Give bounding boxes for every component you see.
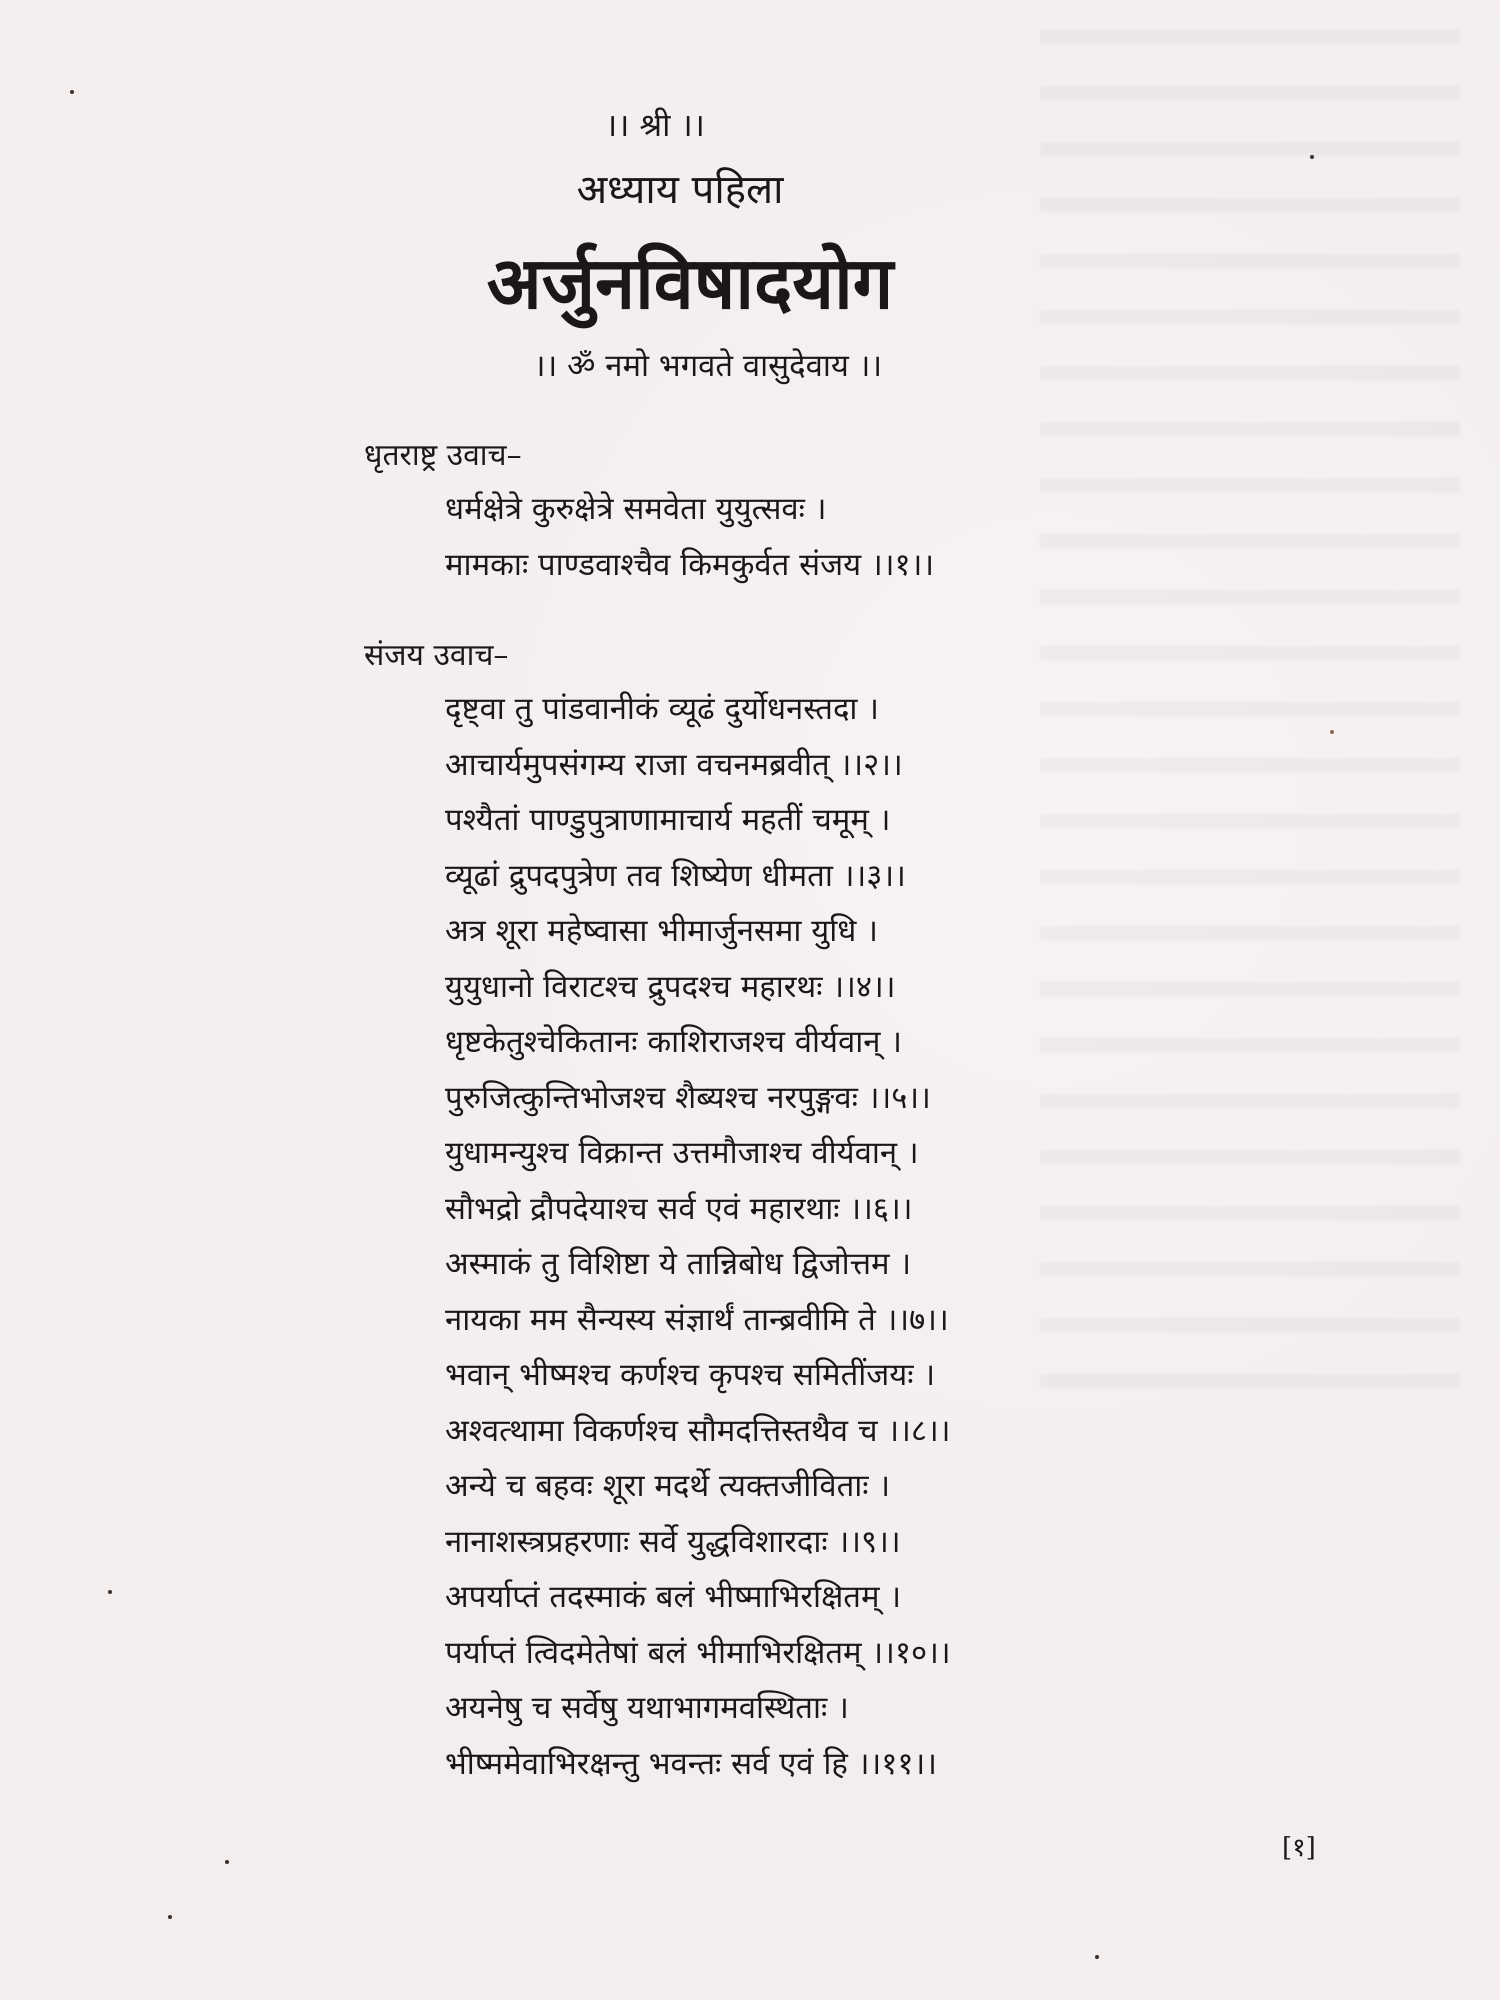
paper-speck bbox=[70, 90, 74, 94]
verse-line: भीष्ममेवाभिरक्षन्तु भवन्तः सर्व एवं हि ।।११।। bbox=[445, 1746, 937, 1782]
verse-line: अपर्याप्तं तदस्माकं बलं भीष्माभिरक्षितम् । bbox=[445, 1579, 902, 1615]
speaker-dhritarashtra: धृतराष्ट्र उवाच– bbox=[364, 438, 522, 473]
verse-line: अस्माकं तु विशिष्टा ये तान्निबोध द्विजोत्तम । bbox=[445, 1246, 912, 1282]
verse-line: पश्यैतां पाण्डुपुत्राणामाचार्य महतीं चमूम् । bbox=[445, 802, 891, 838]
paper-speck bbox=[1310, 155, 1314, 159]
verse-line: भवान् भीष्मश्च कर्णश्च कृपश्च समितींजयः । bbox=[445, 1357, 936, 1393]
verse-line: नानाशस्त्रप्रहरणाः सर्वे युद्धविशारदाः ।।९।। bbox=[445, 1524, 901, 1560]
paper-speck bbox=[108, 1590, 112, 1594]
speaker-sanjaya: संजय उवाच– bbox=[364, 638, 509, 673]
paper-speck bbox=[168, 1915, 172, 1919]
verse-line: पुरुजित्कुन्तिभोजश्च शैब्यश्च नरपुङ्गवः ।।५।। bbox=[445, 1080, 931, 1116]
page-number: [१] bbox=[1282, 1833, 1316, 1863]
verse-line: व्यूढां द्रुपदपुत्रेण तव शिष्येण धीमता ।।३।। bbox=[445, 858, 906, 894]
paper-speck bbox=[1330, 730, 1334, 734]
verse-line: नायका मम सैन्यस्य संज्ञार्थं तान्ब्रवीमि ते ।।७।। bbox=[445, 1302, 949, 1338]
verse-line: सौभद्रो द्रौपदेयाश्च सर्व एवं महारथाः ।।६।। bbox=[445, 1191, 913, 1227]
chapter-title: अर्जुनविषादयोग bbox=[486, 240, 894, 325]
verse-line: युधामन्युश्च विक्रान्त उत्तमौजाश्च वीर्यवान् । bbox=[445, 1135, 919, 1171]
verse-line: अन्ये च बहवः शूरा मदर्थे त्यक्तजीविताः । bbox=[445, 1468, 891, 1504]
chapter-number: अध्याय पहिला bbox=[576, 167, 784, 213]
invocation-line: ।। श्री ।। bbox=[605, 106, 705, 144]
verse-line: आचार्यमुपसंगम्य राजा वचनमब्रवीत् ।।२।। bbox=[445, 747, 903, 783]
verse-line: अश्वत्थामा विकर्णश्च सौमदत्तिस्तथैव च ।।८।। bbox=[445, 1413, 951, 1449]
verse-line: मामकाः पाण्डवाश्चैव किमकुर्वत संजय ।।१।। bbox=[445, 547, 935, 583]
paper-speck bbox=[1095, 1955, 1099, 1959]
verse-line: धर्मक्षेत्रे कुरुक्षेत्रे समवेता युयुत्सवः । bbox=[445, 491, 827, 527]
verse-line: धृष्टकेतुश्चेकितानः काशिराजश्च वीर्यवान् । bbox=[445, 1024, 903, 1060]
verse-line: पर्याप्तं त्विदमेतेषां बलं भीमाभिरक्षितम् ।।१०।। bbox=[445, 1635, 951, 1671]
verse-line: दृष्ट्वा तु पांडवानीकं व्यूढं दुर्योधनस्तदा । bbox=[445, 691, 880, 727]
verse-line: युयुधानो विराटश्च द्रुपदश्च महारथः ।।४।। bbox=[445, 969, 896, 1005]
salutation-line: ।। ॐ नमो भगवते वासुदेवाय ।। bbox=[533, 348, 883, 384]
verse-line: अयनेषु च सर्वेषु यथाभागमवस्थिताः । bbox=[445, 1690, 849, 1726]
verse-line: अत्र शूरा महेष्वासा भीमार्जुनसमा युधि । bbox=[445, 913, 878, 949]
paper-speck bbox=[225, 1860, 229, 1864]
